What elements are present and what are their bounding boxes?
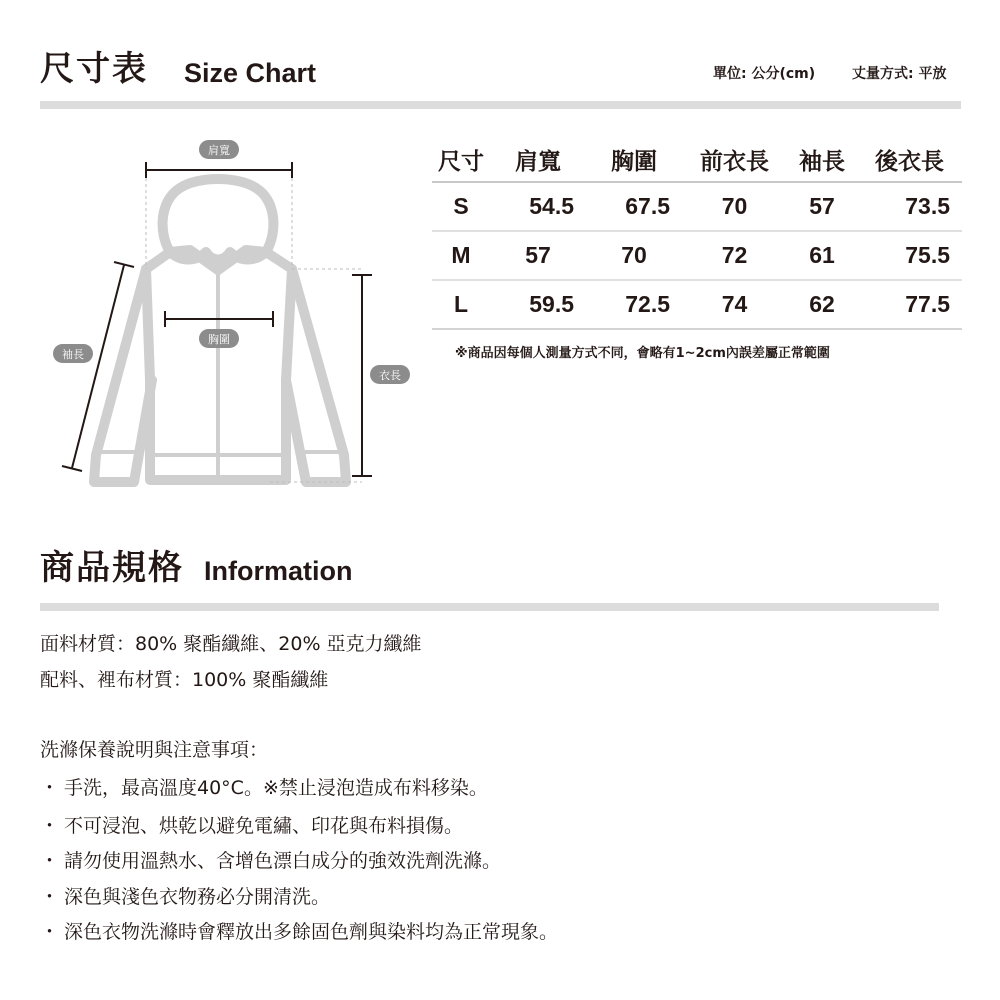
care-item-text: 不可浸泡、烘乾以避免電繡、印花與布料損傷。 bbox=[64, 815, 464, 837]
garment-diagram bbox=[0, 120, 430, 500]
care-item bbox=[40, 852, 501, 871]
size-cell: S bbox=[432, 182, 490, 231]
size-chart-title-en: Size Chart bbox=[184, 58, 317, 88]
bullet-dot: ・ bbox=[40, 777, 60, 799]
shoulder-label: 肩寬 bbox=[208, 144, 230, 157]
care-item bbox=[40, 779, 488, 798]
material-lining: 配料、裡布材質：100% 聚酯纖維 bbox=[40, 669, 329, 691]
bullet-dot: ・ bbox=[40, 815, 60, 837]
care-item bbox=[40, 817, 463, 836]
guide-dashes bbox=[146, 172, 362, 482]
info-divider bbox=[40, 603, 939, 611]
care-item-text: 手洗，最高溫度40°C。※禁止浸泡造成布料移染。 bbox=[64, 777, 488, 799]
shoulder-cell: 59.5 bbox=[490, 280, 586, 329]
size-cell: M bbox=[432, 231, 490, 280]
back-length-cell: 73.5 bbox=[857, 182, 962, 231]
size-row-s bbox=[432, 182, 962, 231]
sleeve-cell: 57 bbox=[787, 182, 857, 231]
chest-cell: 67.5 bbox=[586, 182, 682, 231]
header-chest: 胸圍 bbox=[586, 138, 682, 182]
size-table-header-row bbox=[432, 138, 962, 182]
material-main: 面料材質：80% 聚酯纖維、20% 亞克力纖維 bbox=[40, 633, 422, 655]
header-sleeve: 袖長 bbox=[787, 138, 857, 182]
info-title-en: Information bbox=[204, 556, 353, 586]
care-heading: 洗滌保養說明與注意事項： bbox=[40, 739, 269, 761]
care-item-text: 深色與淺色衣物務必分開清洗。 bbox=[64, 886, 331, 908]
care-item-text: 深色衣物洗滌時會釋放出多餘固色劑與染料均為正常現象。 bbox=[64, 921, 559, 943]
header-size: 尺寸 bbox=[432, 138, 490, 182]
shoulder-cell: 57 bbox=[490, 231, 586, 280]
front-length-cell: 70 bbox=[682, 182, 787, 231]
shoulder-cell: 54.5 bbox=[490, 182, 586, 231]
info-title-cn: 商品規格 bbox=[40, 548, 184, 588]
sleeve-tag bbox=[53, 344, 93, 363]
bullet-dot: ・ bbox=[40, 850, 60, 872]
chest-cell: 70 bbox=[586, 231, 682, 280]
size-table bbox=[432, 138, 962, 330]
sleeve-cell: 61 bbox=[787, 231, 857, 280]
size-tolerance-note: ※商品因每個人測量方式不同，會略有1~2cm內誤差屬正常範圍 bbox=[455, 346, 830, 361]
size-chart-divider bbox=[40, 101, 961, 109]
size-cell: L bbox=[432, 280, 490, 329]
shoulder-tag bbox=[199, 140, 239, 159]
chest-label: 胸圍 bbox=[208, 333, 230, 346]
care-item-text: 請勿使用溫熱水、含增色漂白成分的強效洗劑洗滌。 bbox=[64, 850, 502, 872]
bullet-dot: ・ bbox=[40, 886, 60, 908]
chest-cell: 72.5 bbox=[586, 280, 682, 329]
size-chart-title-cn: 尺寸表 bbox=[40, 49, 148, 89]
header-shoulder: 肩寬 bbox=[490, 138, 586, 182]
sleeve-cell: 62 bbox=[787, 280, 857, 329]
care-item bbox=[40, 888, 330, 907]
front-length-cell: 72 bbox=[682, 231, 787, 280]
length-tag bbox=[370, 365, 410, 384]
back-length-cell: 75.5 bbox=[857, 231, 962, 280]
header-back-length: 後衣長 bbox=[857, 138, 962, 182]
size-row-m bbox=[432, 231, 962, 280]
sleeve-label: 袖長 bbox=[62, 348, 84, 361]
header-front-length: 前衣長 bbox=[682, 138, 787, 182]
back-length-cell: 77.5 bbox=[857, 280, 962, 329]
size-row-l bbox=[432, 280, 962, 329]
care-item bbox=[40, 923, 558, 942]
measurement-method: 丈量方式: 平放 bbox=[852, 66, 947, 82]
front-length-cell: 74 bbox=[682, 280, 787, 329]
measurement-unit: 單位: 公分(cm) bbox=[713, 66, 816, 82]
chest-tag bbox=[199, 329, 239, 348]
bullet-dot: ・ bbox=[40, 921, 60, 943]
length-label: 衣長 bbox=[379, 369, 401, 382]
